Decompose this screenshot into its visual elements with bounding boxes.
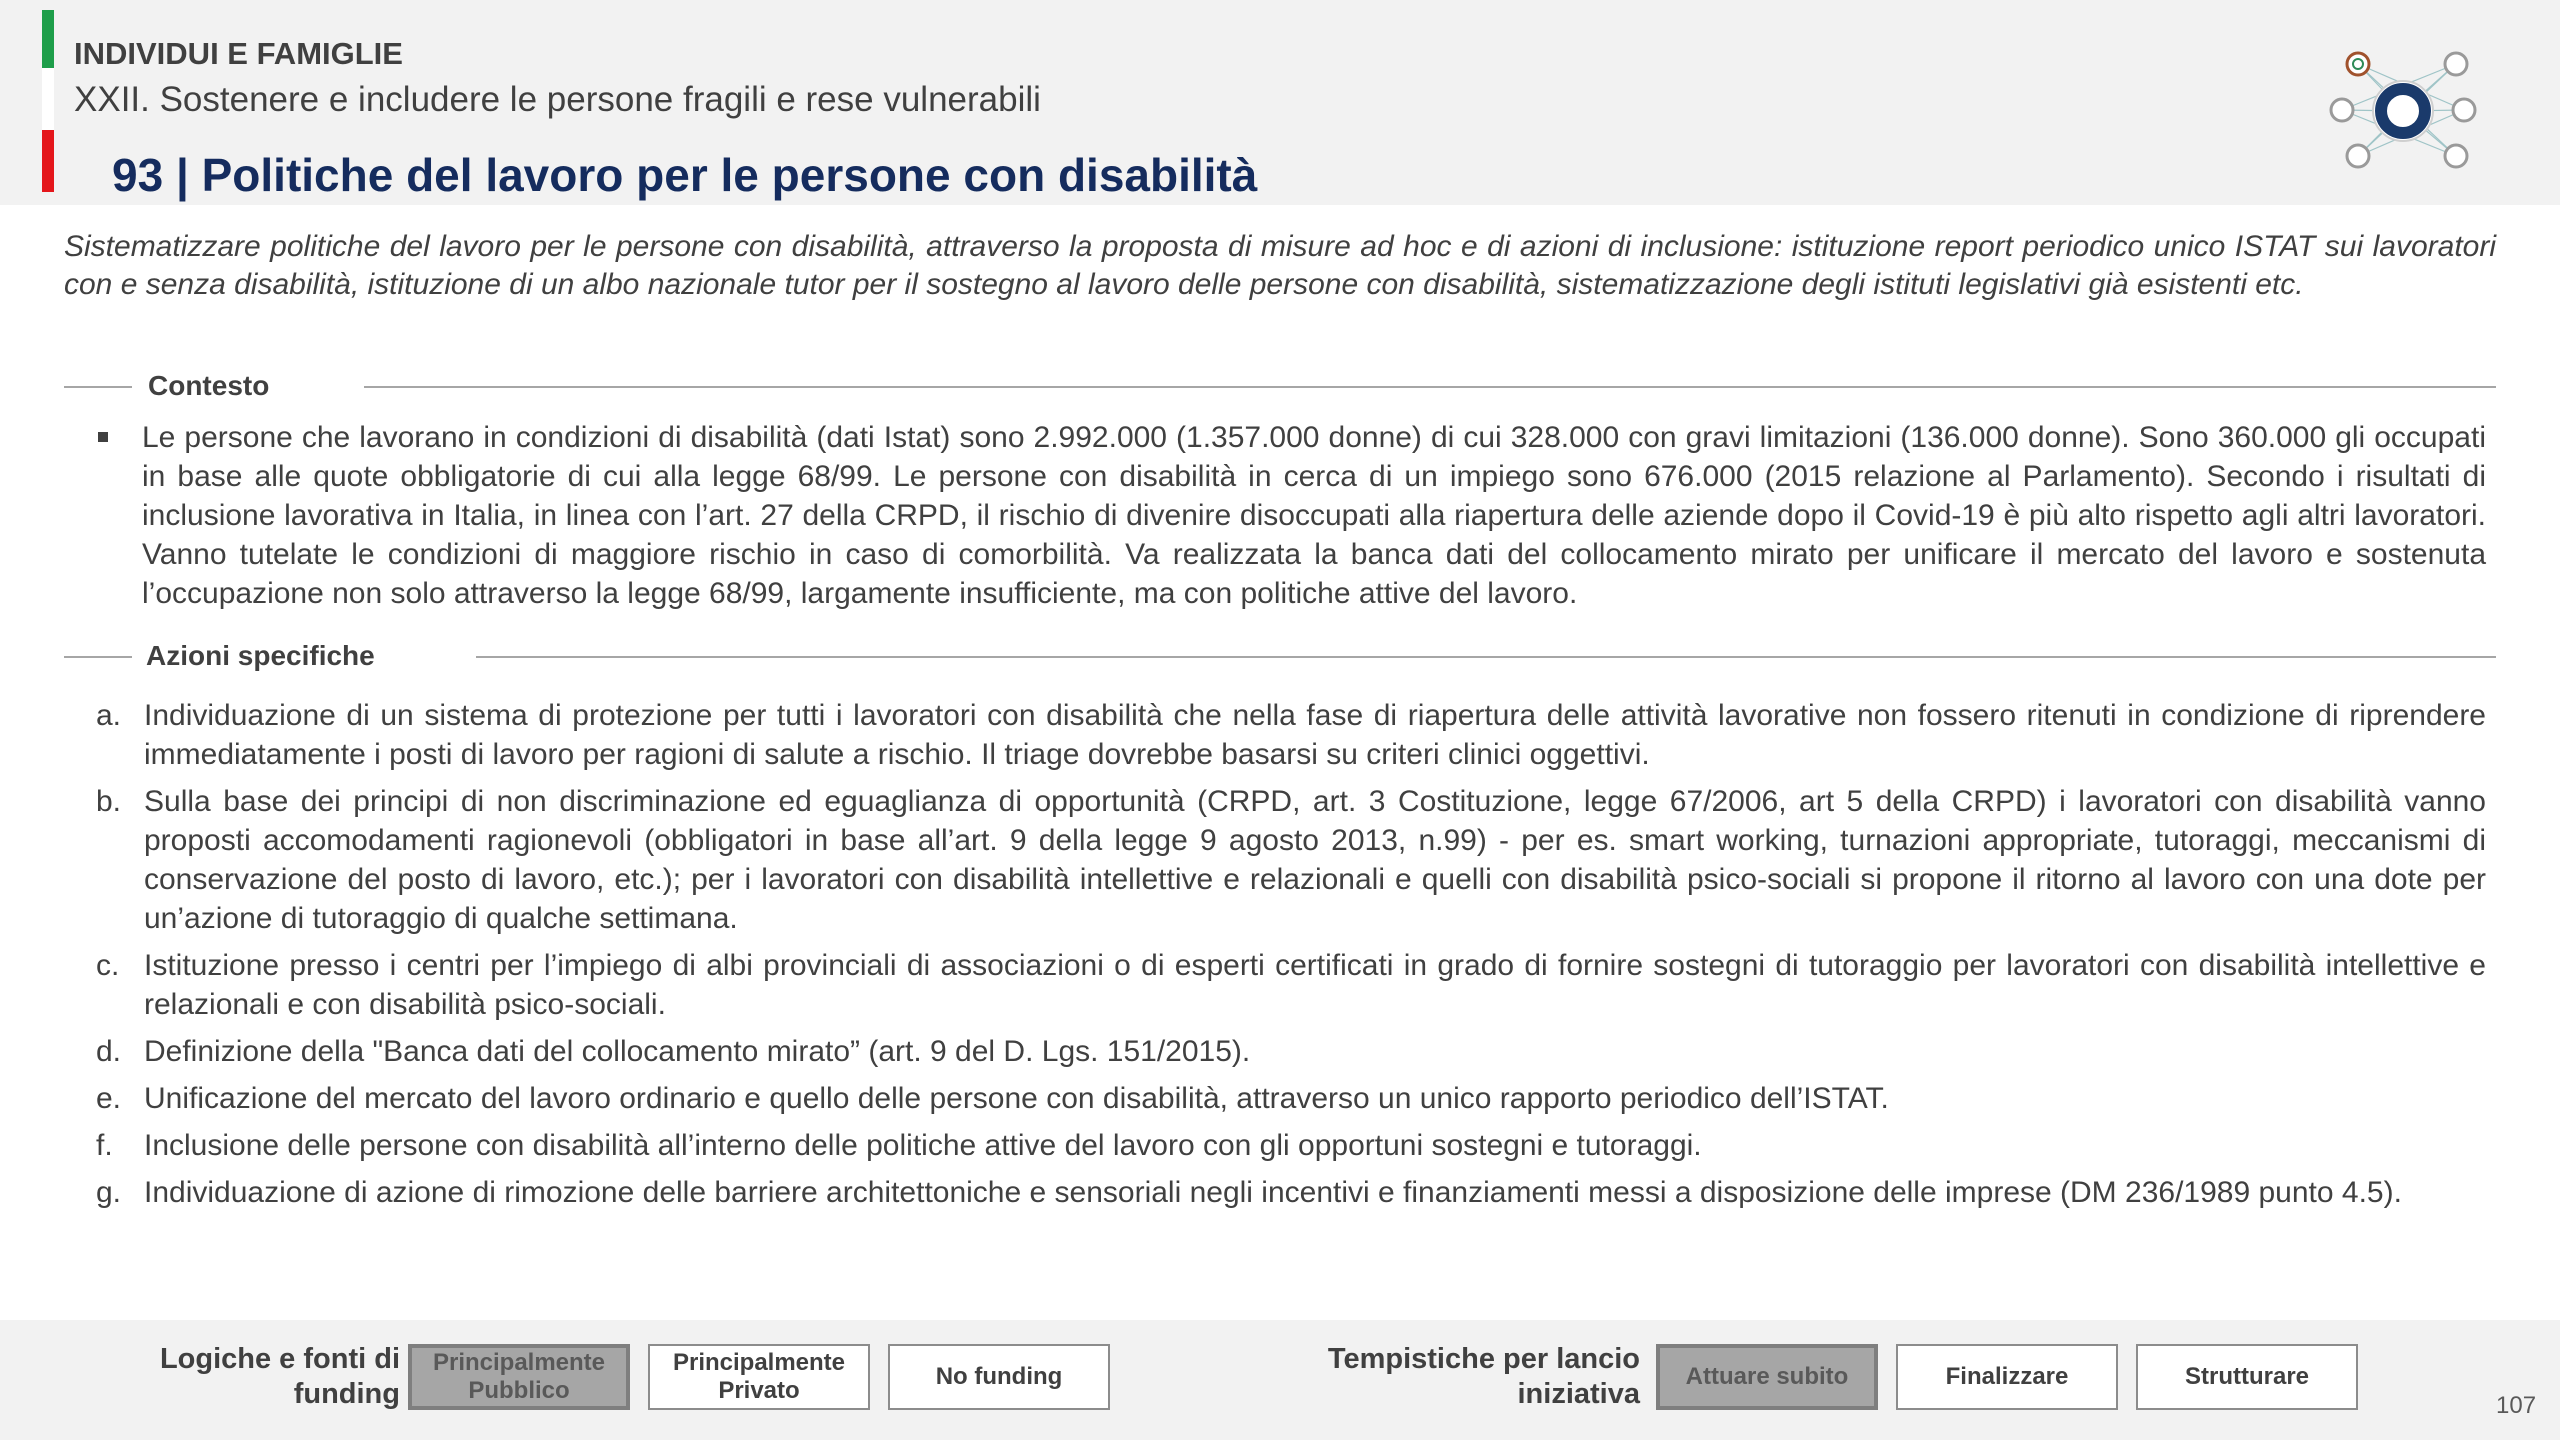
divider-line: [476, 656, 2496, 658]
flag-red-stripe: [42, 130, 54, 192]
list-item: [96, 1079, 2486, 1118]
section-name: INDIVIDUI E FAMIGLIE: [74, 36, 403, 71]
list-item: [96, 1126, 2486, 1165]
list-item-text: Definizione della "Banca dati del collocamento mirato” (art. 9 del D. Lgs. 151/2015).: [144, 1035, 1251, 1068]
list-marker: a.: [96, 699, 122, 732]
context-bullet: [96, 418, 2486, 613]
context-section: [96, 418, 2486, 613]
context-heading: Contesto: [148, 370, 270, 401]
funding-option-private[interactable]: Principalmente Privato: [648, 1344, 870, 1410]
list-item: [96, 782, 2486, 938]
context-text: Le persone che lavorano in condizioni di disabilità (dati Istat) sono 2.992.000 (1.357.000 donne) di cui 328.000 con gravi limitazioni (136.000 donne). Sono 360.000 gli occupati in base alle quote obbligatorie di cui alla legge 68/99. Le persone con disabilità in cerca di un impiego sono 676.000 (2015 relazione al Parlamento). Secondo i risultati di inclusione lavorativa in Italia, in linea con l’art. 27 della CRPD, il rischio di divenire disoccupati alla riapertura delle aziende dopo il Covid-19 è più alto rispetto agli altri lavoratori. Vanno tutelate le condizioni di maggiore rischio in caso di comorbilità. Va realizzata la banca dati del collocamento mirato per unificare il mercato del lavoro e sostenuta l’occupazione non solo attraverso la legge 68/99, largamente insufficiente, ma con politiche attive del lavoro.: [142, 421, 2486, 610]
timing-label: Tempistiche per lancio iniziativa: [1327, 1343, 1640, 1410]
context-divider: [64, 370, 2496, 402]
timing-option-immediate[interactable]: Attuare subito: [1656, 1344, 1878, 1410]
divider-line: [64, 656, 132, 658]
list-item-text: Individuazione di un sistema di protezione per tutti i lavoratori con disabilità che nella fase di riapertura delle attività lavorative non fossero ritenuti in condizione di riprendere immediatamente i posti di lavoro per ragioni di salute a rischio. Il triage dovrebbe basarsi su criteri clinici oggettivi.: [144, 699, 2486, 771]
page-title: 93 | Politiche del lavoro per le persone con disabilità: [112, 149, 1258, 201]
flag-white-stripe: [42, 68, 54, 130]
list-item-text: Individuazione di azione di rimozione delle barriere architettoniche e sensoriali negli incentivi e finanziamenti messi a disposizione delle imprese (DM 236/1989 punto 4.5).: [144, 1176, 2402, 1209]
list-item-text: Inclusione delle persone con disabilità all’interno delle politiche attive del lavoro con gli opportuni sostegni e tutoraggi.: [144, 1129, 1702, 1162]
divider-line: [364, 386, 2496, 388]
funding-label: Logiche e fonti di funding: [159, 1343, 400, 1410]
actions-heading: Azioni specifiche: [146, 640, 375, 671]
timing-option-structure[interactable]: Strutturare: [2136, 1344, 2358, 1410]
list-item-text: Sulla base dei principi di non discriminazione ed eguaglianza di opportunità (CRPD, art. 3 Costituzione, legge 67/2006, art 5 della CRPD) i lavoratori con disabilità vanno proposti accomodamenti ragionevoli (obbligatori in base all’art. 9 della legge 9 agosto 2013, n.99) - per es. smart working, turnazioni appropriate, tutoraggi, meccanismi di conservazione del posto di lavoro, etc.); per i lavoratori con disabilità intellettive e relazionali e quelli con disabilità psico-sociali si propone il ritorno al lavoro con una dote per un’azione di tutoraggio di qualche settimana.: [144, 785, 2486, 935]
list-item-text: Unificazione del mercato del lavoro ordinario e quello delle persone con disabilità, attraverso un unico rapporto periodico dell’ISTAT.: [144, 1082, 1889, 1115]
list-item: [96, 946, 2486, 1024]
list-marker: d.: [96, 1035, 122, 1068]
list-item: [96, 1173, 2486, 1212]
list-item: [96, 1032, 2486, 1071]
list-marker: b.: [96, 785, 122, 818]
list-item: [96, 696, 2486, 774]
intro-text: Sistematizzare politiche del lavoro per le persone con disabilità, attraverso la proposta di misure ad hoc e di azioni di inclusione: istituzione report periodico unico ISTAT sui lavoratori con e senza disabilità, istituzione di un albo nazionale tutor per il sostegno al lavoro delle persone con disabilità, sistematizzazione degli istituti legislativi già esistenti etc.: [64, 230, 2496, 301]
list-item-text: Istituzione presso i centri per l’impiego di albi provinciali di associazioni o di esperti certificati in grado di fornire sostegni di tutoraggio per lavoratori con disabilità intellettive e relazionali e con disabilità psico-sociali.: [144, 949, 2486, 1021]
network-logo-icon: [2328, 44, 2478, 178]
square-bullet-icon: [98, 432, 108, 442]
page-number: 107: [2496, 1392, 2537, 1419]
list-marker: f.: [96, 1129, 113, 1162]
timing-option-finalize[interactable]: Finalizzare: [1896, 1344, 2118, 1410]
flag-green-stripe: [42, 10, 54, 68]
actions-divider: [64, 640, 2496, 672]
funding-option-public[interactable]: Principalmente Pubblico: [408, 1344, 630, 1410]
list-marker: e.: [96, 1082, 122, 1115]
list-marker: g.: [96, 1176, 122, 1209]
divider-line: [64, 386, 132, 388]
list-marker: c.: [96, 949, 120, 982]
funding-option-none[interactable]: No funding: [888, 1344, 1110, 1410]
actions-list: [96, 696, 2486, 1220]
subsection-name: XXII. Sostenere e includere le persone fragili e rese vulnerabili: [74, 80, 1041, 119]
